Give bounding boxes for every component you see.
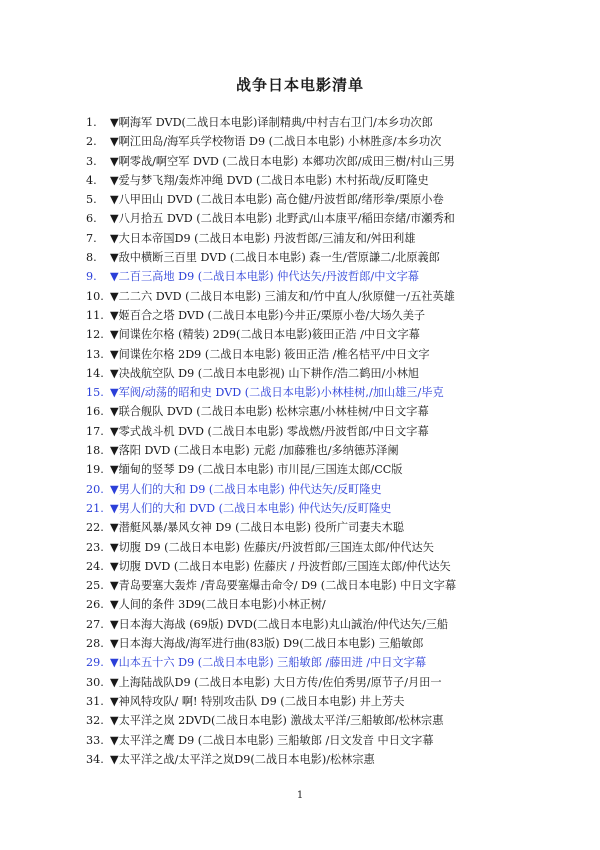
list-item-text: ▼八甲田山 DVD (二战日本电影) 高仓健/丹波哲郎/绪形拳/栗原小卷 [110,193,444,207]
page-number: 1 [296,790,304,801]
list-item-number: 32. [86,714,104,728]
list-item-number: 24. [86,559,104,573]
list-item-text: ▼间谍佐尔格 (精装) 2D9(二战日本电影)筱田正浩 /中日文字幕 [110,328,420,342]
list-item-text: ▼男人们的大和 D9 (二战日本电影) 仲代达矢/反町隆史 [110,482,382,496]
list-item-text: ▼神风特攻队/ 啊! 特别攻击队 D9 (二战日本电影) 井上芳夫 [110,694,405,708]
list-item-text: ▼太平洋之岚 2DVD(二战日本电影) 激战太平洋/三船敏郎/松林宗惠 [110,714,444,728]
list-item [86,557,566,576]
list-item-text: ▼啊江田岛/海军兵学校物语 D9 (二战日本电影) 小林胜彦/本乡功次 [110,135,442,149]
list-item-text: ▼日本海大海战 (69版) DVD(二战日本电影)丸山誠治/仲代达矢/三船 [110,617,449,631]
list-item-number: 17. [86,424,104,438]
list-item [86,615,566,634]
list-item-number: 9. [86,270,97,284]
list-item-number: 25. [86,579,104,593]
list-item-text: ▼姬百合之塔 DVD (二战日本电影)今井正/栗原小卷/大场久美子 [110,308,426,322]
film-list [86,113,566,769]
list-item-number: 7. [86,231,97,245]
list-item [86,731,566,750]
list-item [86,634,566,653]
list-item-text: ▼敌中横断三百里 DVD (二战日本电影) 森一生/菅原謙二/北原義郎 [110,251,440,265]
list-item-text: ▼山本五十六 D9 (二战日本电影) 三船敏郎 /藤田进 /中日文字幕 [110,656,427,670]
list-item-text: ▼联合舰队 DVD (二战日本电影) 松林宗惠/小林桂树/中日文字幕 [110,405,429,419]
list-item-number: 34. [86,752,104,766]
list-item-text: ▼人间的条件 3D9(二战日本电影)小林正树/ [110,598,326,612]
list-item-number: 6. [86,212,97,226]
list-item-text: ▼青岛要塞大轰炸 /青岛要塞爆击命令/ D9 (二战日本电影) 中日文字幕 [110,579,457,593]
list-item [86,113,566,132]
list-item-number: 33. [86,733,104,747]
list-item-number: 11. [86,308,104,322]
list-item [86,711,566,730]
list-item-text: ▼间谍佐尔格 2D9 (二战日本电影) 筱田正浩 /椎名桔平/中日文字 [110,347,430,361]
list-item-number: 27. [86,617,104,631]
list-item-text: ▼大日本帝国D9 (二战日本电影) 丹波哲郎/三浦友和/舛田利雄 [110,231,416,245]
list-item [86,132,566,151]
list-item [86,345,566,364]
list-item [86,171,566,190]
list-item [86,383,566,402]
list-item [86,402,566,421]
list-item [86,441,566,460]
list-item [86,750,566,769]
list-item-text: ▼啊零战/啊空军 DVD (二战日本电影) 本郷功次郎/成田三樹/村山三男 [110,154,455,168]
list-item-number: 14. [86,366,104,380]
list-item-text: ▼潜艇风暴/暴风女神 D9 (二战日本电影) 役所广司妻夫木聪 [110,521,404,535]
list-item [86,422,566,441]
list-item-text: ▼太平洋之战/太平洋之岚D9(二战日本电影)/松林宗惠 [110,752,375,766]
list-item-text: ▼爱与梦飞翔/轰炸冲绳 DVD (二战日本电影) 木村拓哉/反町隆史 [110,173,429,187]
list-item [86,480,566,499]
list-item-number: 28. [86,637,104,651]
list-item-text: ▼啊海军 DVD(二战日本电影)译制精典/中村吉右卫门/本乡功次郎 [110,116,433,129]
list-item [86,248,566,267]
list-item-number: 30. [86,675,104,689]
list-item-number: 4. [86,173,97,187]
list-item-text: ▼二二六 DVD (二战日本电影) 三浦友和/竹中直人/狄原健一/五社英雄 [110,289,455,303]
list-item-number: 18. [86,444,104,458]
list-item-text: ▼日本海大海战/海军进行曲(83版) D9(二战日本电影) 三船敏郎 [110,637,424,651]
list-item-number: 15. [86,386,104,400]
list-item [86,229,566,248]
list-item [86,595,566,614]
list-item-number: 5. [86,193,97,207]
list-item-number: 31. [86,694,104,708]
list-item-number: 19. [86,463,104,477]
list-item [86,306,566,325]
list-item [86,364,566,383]
list-item-text: ▼二百三高地 D9 (二战日本电影) 仲代达矢/丹波哲郎/中文字幕 [110,270,419,284]
list-item-text: ▼男人们的大和 DVD (二战日本电影) 仲代达矢/反町隆史 [110,501,392,515]
list-item [86,499,566,518]
list-item-text: ▼上海陆战队D9 (二战日本电影) 大日方传/佐伯秀男/原节子/月田一 [110,675,442,689]
list-item-number: 20. [86,482,104,496]
list-item-text: ▼太平洋之鹰 D9 (二战日本电影) 三船敏郎 /日文发音 中日文字幕 [110,733,434,747]
page-title: 战争日本电影清单 [235,76,364,94]
list-item [86,538,566,557]
list-item [86,692,566,711]
list-item-number: 21. [86,501,104,515]
list-item-text: ▼决战航空队 D9 (二战日本电影视) 山下耕作/浩二鹤田/小林旭 [110,366,419,380]
list-item [86,190,566,209]
list-item-number: 23. [86,540,104,554]
list-item-text: ▼军阀/动荡的昭和史 DVD (二战日本电影)小林桂树,/加山雄三/毕克 [110,386,444,400]
list-item-text: ▼切腹 D9 (二战日本电影) 佐藤庆/丹波哲郎/三国连太郎/仲代达矢 [110,540,434,554]
list-item [86,209,566,228]
list-item [86,287,566,306]
list-item-number: 29. [86,656,104,670]
list-item [86,267,566,286]
list-item-number: 8. [86,251,97,265]
list-item-number: 13. [86,347,104,361]
list-item [86,518,566,537]
list-item-text: ▼零式战斗机 DVD (二战日本电影) 零战燃/丹波哲郎/中日文字幕 [110,424,429,438]
list-item-number: 26. [86,598,104,612]
list-item [86,576,566,595]
list-item [86,152,566,171]
list-item-number: 1. [86,116,97,129]
list-item-number: 16. [86,405,104,419]
list-item-text: ▼八月拾五 DVD (二战日本电影) 北野武/山本康平/稲田奈緒/市瀬秀和 [110,212,455,226]
list-item-number: 12. [86,328,104,342]
list-item-text: ▼缅甸的竖琴 D9 (二战日本电影) 市川昆/三国连太郎/CC版 [110,463,403,477]
list-item [86,673,566,692]
list-item [86,325,566,344]
list-item-number: 3. [86,154,97,168]
list-item-number: 10. [86,289,104,303]
list-item-number: 22. [86,521,104,535]
list-item-text: ▼切腹 DVD (二战日本电影) 佐藤庆 / 丹波哲郎/三国连太郎/仲代达矢 [110,559,451,573]
list-item [86,460,566,479]
list-item-number: 2. [86,135,97,149]
list-item [86,653,566,672]
list-item-text: ▼落阳 DVD (二战日本电影) 元彪 /加藤雅也/多纳德苏泽阑 [110,444,399,458]
